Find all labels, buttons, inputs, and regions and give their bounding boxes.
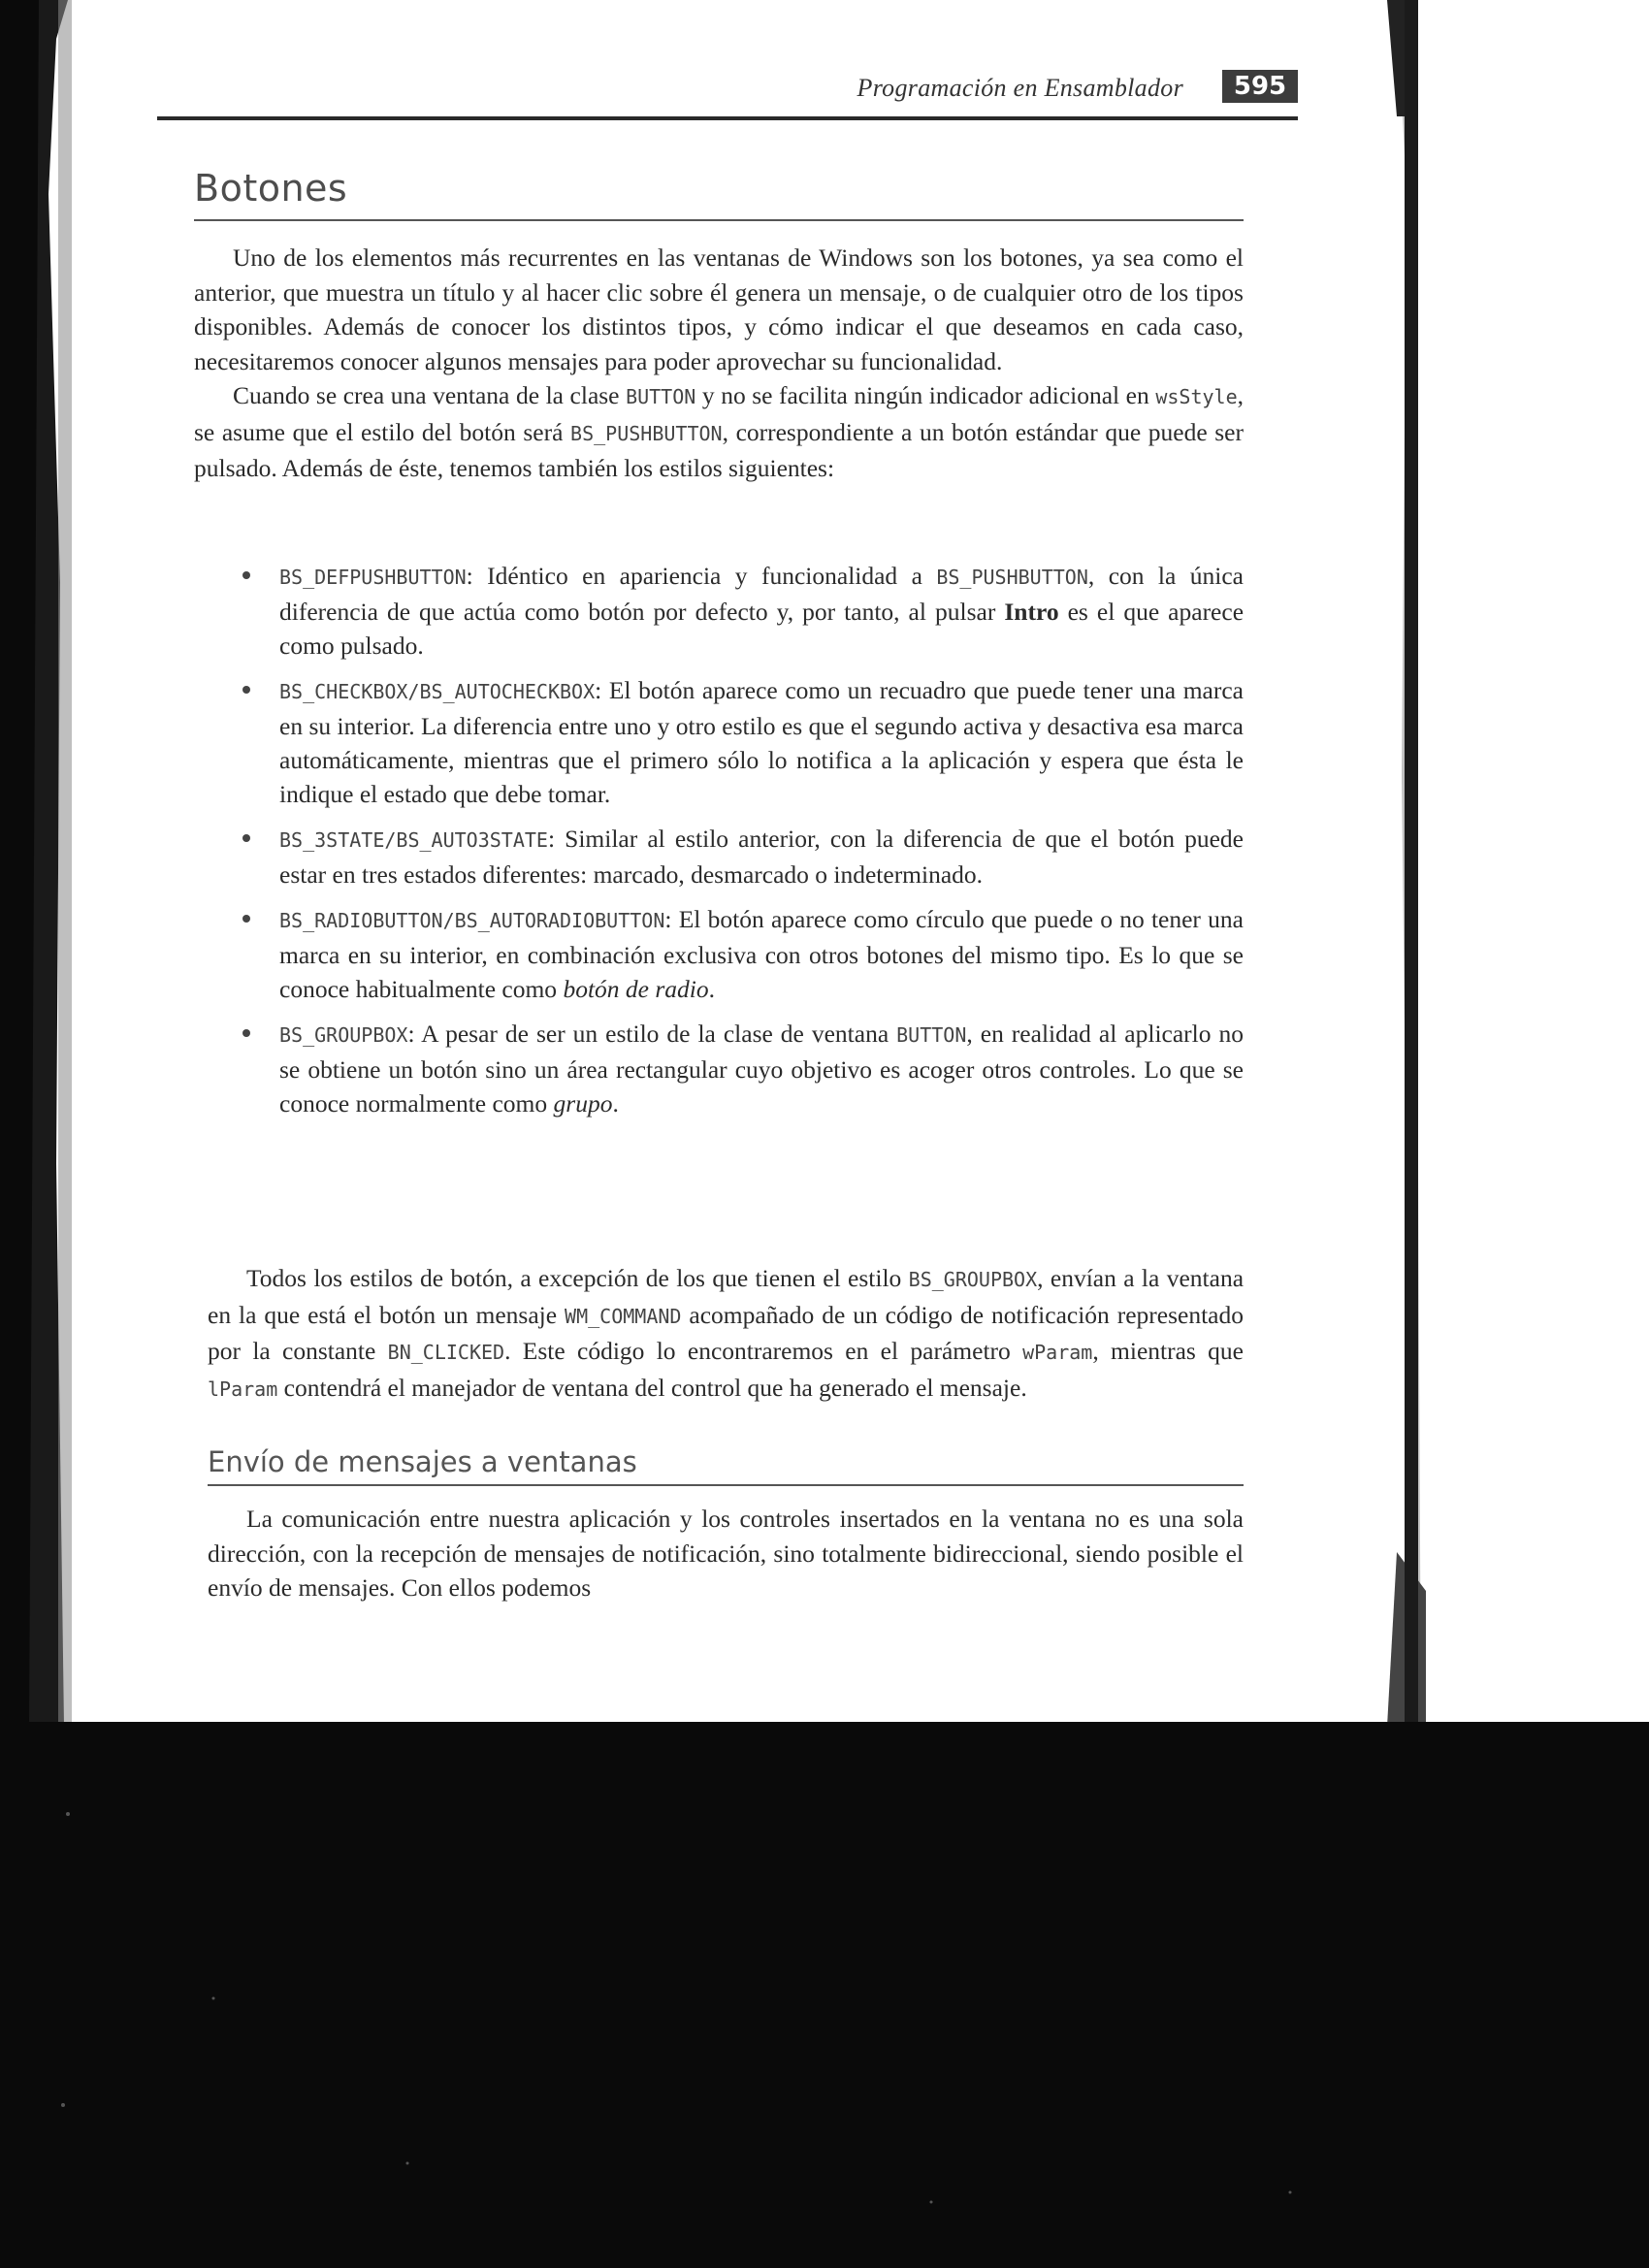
- section-title: Botones: [194, 167, 348, 210]
- code-span: BS_GROUPBOX: [279, 1023, 408, 1047]
- text-run: acompañado de un código de notificación representado por la constante: [208, 1300, 1245, 1365]
- italic-term: grupo: [553, 1089, 613, 1118]
- code-span: wParam: [1022, 1341, 1093, 1364]
- italic-term: botón de radio: [563, 975, 709, 1003]
- code-span: BS_CHECKBOX/BS_AUTOCHECKBOX: [279, 680, 596, 703]
- paragraph: [194, 378, 1244, 486]
- list-item: [239, 559, 1244, 663]
- text-run: : Similar al estilo anterior, con la diferencia de que el botón puede estar en tres estados diferentes: marcado, desmarcado o indeterminado.: [279, 825, 1244, 889]
- text-run: , se asume que el estilo del botón será: [194, 381, 1244, 446]
- bullet-icon: [242, 686, 250, 694]
- bullet-icon: [242, 915, 250, 923]
- text-run: , en realidad al aplicarlo no se obtiene un botón sino un área rectangular cuyo objetivo es acoger otros controles. Lo que se conoce normalmente como: [279, 1020, 1244, 1118]
- text-run: , mientras que: [1092, 1337, 1244, 1365]
- key-name: Intro: [1004, 598, 1059, 626]
- paragraph: [208, 1261, 1244, 1407]
- text-run: y no se facilita ningún indicador adicional en: [695, 381, 1156, 409]
- text-run: : A pesar de ser un estilo de la clase de ventana: [407, 1020, 897, 1048]
- section-rule: [194, 219, 1244, 221]
- subsection-title: Envío de mensajes a ventanas: [208, 1445, 637, 1478]
- text-run: : El botón aparece como círculo que puede o no tener una marca en su interior, en combinación exclusiva con otros botones del mismo tipo. Es lo que se conoce habitualmente como: [279, 905, 1244, 1003]
- text-run: .: [708, 975, 715, 1003]
- text-run: , envían a la ventana en la que está el botón un mensaje: [208, 1264, 1245, 1329]
- code-span: wsStyle: [1155, 385, 1238, 408]
- list-item: [239, 673, 1244, 811]
- text-run: .: [612, 1089, 619, 1118]
- paragraph: Uno de los elementos más recurrentes en las ventanas de Windows son los botones, ya sea como el anterior, que muestra un título y al hacer clic sobre él genera un mensaje, o de cualquier otro de los tipos disponibles. Además de conocer los distintos tipos, y cómo indicar el que deseamos en cada caso, necesitaremos conocer algunos mensajes para poder aprovechar su funcionalidad.: [194, 243, 1244, 375]
- running-header: Programación en Ensamblador: [857, 74, 1183, 102]
- header-rule: [157, 116, 1298, 120]
- subsection-text: [208, 1502, 1244, 1605]
- list-item: [239, 902, 1244, 1006]
- text-run: : El botón aparece como un recuadro que puede tener una marca en su interior. La diferencia entre uno y otro estilo es que el segundo activa y desactiva esa marca automáticamente, mientras que el primero sólo lo notifica a la aplicación y espera que ésta le indique el estado que debe tomar.: [279, 676, 1244, 808]
- text-run: contendrá el manejador de ventana del control que ha generado el mensaje.: [277, 1373, 1027, 1402]
- bullet-icon: [242, 571, 250, 579]
- style-list: [239, 559, 1244, 1131]
- text-run: : Idéntico en apariencia y funcionalidad a: [466, 562, 937, 590]
- bullet-icon: [242, 1029, 250, 1037]
- list-item: [239, 822, 1244, 891]
- code-span: BN_CLICKED: [387, 1341, 505, 1364]
- subsection-rule: [208, 1484, 1244, 1486]
- text-run: . Este código lo encontraremos en el parámetro: [504, 1337, 1023, 1365]
- code-span: lParam: [208, 1377, 278, 1401]
- code-span: BS_PUSHBUTTON: [570, 421, 723, 445]
- text-run: Cuando se crea una ventana de la clase: [233, 381, 627, 409]
- paragraph: La comunicación entre nuestra aplicación y los controles insertados en la ventana no es una sola dirección, con la recepción de mensajes de notificación, sino totalmente bidireccional, siendo posible el envío de mensajes. Con ellos podemos: [208, 1505, 1244, 1602]
- intro-text: [194, 241, 1244, 486]
- text-run: , con la única diferencia de que actúa como botón por defecto y, por tanto, al pulsar: [279, 562, 1244, 626]
- code-span: BUTTON: [896, 1023, 967, 1047]
- code-span: BS_3STATE/BS_AUTO3STATE: [279, 828, 548, 852]
- code-span: BS_PUSHBUTTON: [936, 566, 1088, 589]
- code-span: BS_GROUPBOX: [908, 1268, 1038, 1291]
- code-span: BS_RADIOBUTTON/BS_AUTORADIOBUTTON: [279, 909, 665, 932]
- text-run: es el que aparece como pulsado.: [279, 598, 1245, 660]
- code-span: WM_COMMAND: [565, 1304, 682, 1328]
- text-run: Todos los estilos de botón, a excepción de los que tienen el estilo: [246, 1264, 909, 1292]
- code-span: BS_DEFPUSHBUTTON: [279, 566, 467, 589]
- bullet-icon: [242, 834, 250, 842]
- after-list-text: [208, 1261, 1244, 1407]
- code-span: BUTTON: [626, 385, 696, 408]
- text-run: , correspondiente a un botón estándar que puede ser pulsado. Además de éste, tenemos también los estilos siguientes:: [194, 417, 1244, 482]
- list-item: [239, 1017, 1244, 1120]
- page-number: 595: [1222, 70, 1298, 103]
